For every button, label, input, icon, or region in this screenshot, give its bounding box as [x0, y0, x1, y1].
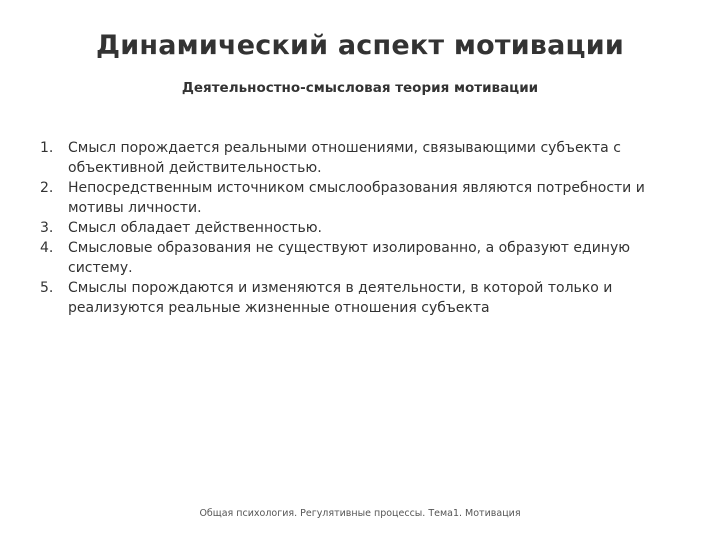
slide-title: Динамический аспект мотивации	[96, 30, 624, 61]
slide-footer: Общая психология. Регулятивные процессы. Тема1. Мотивация	[199, 508, 521, 519]
list-item	[40, 278, 680, 318]
list-item-number: 1.	[40, 140, 54, 156]
list-item	[40, 238, 680, 278]
list-item-text: Смысловые образования не существуют изолированно, а образуют единую систему.	[68, 240, 631, 276]
list-item-text: Смыслы порождаются и изменяются в деятельности, в которой только и реализуются реальные жизненные отношения субъекта	[68, 280, 613, 316]
numbered-list	[40, 138, 680, 318]
list-item	[40, 218, 680, 238]
list-item	[40, 138, 680, 178]
list-item-text: Смысл порождается реальными отношениями, связывающими субъекта с объективной действительностью.	[68, 140, 621, 176]
list-item-number: 5.	[40, 280, 54, 296]
list-item	[40, 178, 680, 218]
list-item-number: 3.	[40, 220, 54, 236]
list-item-text: Смысл обладает действенностью.	[68, 220, 323, 236]
list-item-text: Непосредственным источником смыслообразования являются потребности и мотивы личности.	[68, 180, 645, 216]
list-item-number: 4.	[40, 240, 54, 256]
slide-subtitle: Деятельностно-смысловая теория мотивации	[181, 80, 539, 96]
list-item-number: 2.	[40, 180, 54, 196]
